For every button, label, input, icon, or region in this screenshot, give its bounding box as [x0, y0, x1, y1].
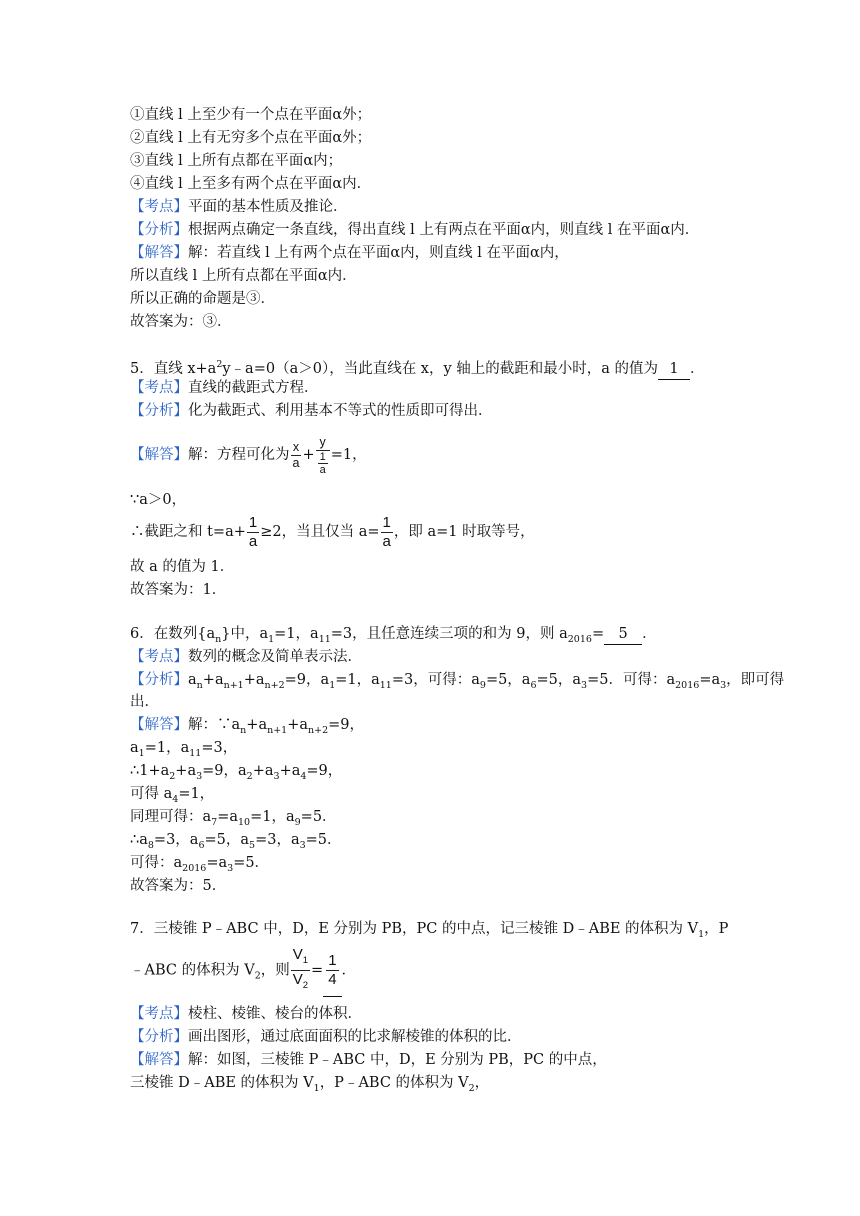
t: ． [642, 626, 657, 642]
q5-stem-end: ． [690, 360, 705, 377]
s: 11 [189, 747, 202, 759]
t: ，则 [260, 962, 290, 979]
q5-fenxi [130, 401, 493, 421]
s: 11 [379, 679, 392, 691]
t: 三棱锥 D﹣ABE 的体积为 V [130, 1075, 314, 1091]
fraction-1-over-a [381, 514, 393, 551]
q6-line-3 [130, 761, 342, 787]
frac-den: a [319, 463, 326, 476]
q4-kaodian [130, 197, 348, 217]
t: a [130, 740, 139, 756]
s: 2 [169, 770, 176, 782]
q5-solution-line-5: 故答案为：1． [130, 582, 227, 598]
frac-den [316, 451, 330, 476]
q7-stem [130, 919, 728, 945]
q5-jieda-b: =1， [330, 447, 367, 463]
frac-num: y [316, 435, 330, 451]
fenxi-tag: 【分析】 [130, 1029, 188, 1045]
t: =9， [328, 717, 365, 733]
jieda-tag: 【解答】 [130, 717, 188, 733]
t: 解：∵a [188, 717, 241, 733]
t: a [214, 672, 224, 688]
fenxi-tag: 【分析】 [130, 222, 188, 238]
s: 2 [246, 770, 253, 782]
q4-jieda [130, 243, 569, 263]
s: n [215, 633, 222, 645]
t: ． [341, 962, 357, 979]
s: 5 [249, 839, 256, 851]
s: 3 [720, 679, 727, 691]
t: = [591, 626, 605, 642]
q6-line-8: 故答案为：5． [130, 878, 227, 894]
fraction-x-over-a [291, 440, 302, 471]
q4-solution-line-2: 所以直线 l 上所有点都在平面α内． [130, 268, 357, 284]
q4-option-2: ②直线 l 上有无穷多个点在平面α外； [130, 130, 372, 146]
kaodian-text: 直线的截距式方程． [188, 380, 319, 396]
q7-answer-blank [323, 948, 341, 997]
s: 2016 [567, 633, 592, 645]
s: 1 [268, 633, 275, 645]
t: =9，a [284, 672, 330, 688]
s: 1 [313, 1082, 320, 1094]
s: 8 [147, 839, 154, 851]
kaodian-tag: 【考点】 [130, 380, 188, 396]
frac-den: a [248, 532, 258, 550]
q4-option-1: ①直线 l 上至少有一个点在平面α外； [130, 107, 372, 123]
s: 4 [300, 770, 307, 782]
kaodian-tag: 【考点】 [130, 1006, 188, 1022]
t: ∴1+a [130, 763, 170, 779]
q5-stem [130, 355, 705, 380]
q5-solution-line-4: 故 a 的值为 1． [130, 559, 235, 575]
q5-l3-b: ≥2，当且仅当 a= [260, 524, 380, 540]
q7-kaodian [130, 1004, 362, 1024]
t: }中，a [221, 626, 269, 642]
frac-den: a [382, 532, 391, 550]
fraction-1-over-4 [326, 952, 338, 989]
t: 可得：a [130, 855, 183, 871]
kaodian-text: 棱柱、棱锥、棱台的体积． [188, 1006, 362, 1022]
s: 2016 [675, 679, 700, 691]
s: 4 [172, 793, 179, 805]
t: ﹣ABC 的体积为 V [130, 962, 255, 979]
q6-answer-blank: 5 [604, 624, 642, 645]
t: =9，a [202, 763, 247, 779]
q6-line-2 [130, 738, 237, 764]
s: 1 [329, 679, 336, 691]
q4-solution-line-4: 故答案为：③． [130, 314, 232, 330]
t: =3，a [255, 832, 300, 848]
t: ， [474, 1075, 490, 1091]
kaodian-text: 数列的概念及简单表示法． [188, 649, 362, 665]
t: =a [206, 855, 228, 871]
q6-stem [130, 624, 657, 650]
t: =1，a [250, 809, 295, 825]
t: =1，a [274, 626, 319, 642]
q5-jieda-a: 解：方程可化为 [188, 447, 290, 463]
t: =3，可得：a [391, 672, 480, 688]
s: 1 [698, 928, 705, 940]
q6-line-6 [130, 830, 342, 856]
t: =a [699, 672, 721, 688]
t: =5，a [536, 672, 582, 688]
t: =5． [305, 832, 342, 848]
q5-solution-line-2: ∵a＞0， [130, 492, 187, 508]
frac-den: a [292, 455, 300, 470]
q7-fenxi [130, 1027, 522, 1047]
s: n [240, 724, 247, 736]
s: n+1 [223, 679, 244, 691]
fraction-v1-over-v2 [291, 946, 310, 995]
fenxi-text: 根据两点确定一条直线，得出直线 l 上有两点在平面α内，则直线 l 在平面α内． [188, 222, 700, 238]
frac-num: 1 [248, 513, 258, 531]
q6-line-7 [130, 853, 269, 879]
s: 10 [238, 816, 251, 828]
t: a [255, 672, 265, 688]
t: = [311, 962, 324, 979]
t: ，P [704, 921, 729, 937]
nested-fraction [318, 451, 328, 476]
s: 6 [530, 679, 537, 691]
q6-fenxi-wrap: 出． [130, 694, 159, 710]
frac-den: $V_2$ [292, 971, 309, 991]
t: =9， [306, 763, 343, 779]
jieda-tag: 【解答】 [130, 245, 188, 261]
q6-line-4 [130, 784, 214, 810]
fenxi-tag: 【分析】 [130, 403, 188, 419]
q7-solution-line-2 [130, 1073, 489, 1099]
t: 7．三棱锥 P﹣ABC 中，D，E 分别为 PB，PC 的中点，记三棱锥 D﹣ABE 的体积为 V [130, 921, 699, 937]
q5-l3-c: ，即 a=1 时取等号， [393, 524, 535, 540]
fenxi-tag: 【分析】 [130, 672, 188, 688]
jieda-text: 解：如图，三棱锥 P﹣ABC 中，D，E 分别为 PB，PC 的中点， [188, 1052, 607, 1068]
q4-option-4: ④直线 l 上至多有两个点在平面α内． [130, 176, 372, 192]
s: 1 [138, 747, 145, 759]
t: =5，a [204, 832, 250, 848]
t: =1，a [335, 672, 380, 688]
q5-jieda [130, 428, 367, 482]
t: =5，a [485, 672, 531, 688]
t: a [188, 672, 197, 688]
t: =3，且任意连续三项的和为 9，则 a [330, 626, 568, 642]
q6-line-5 [130, 807, 337, 833]
q5-l3-a: ∴截距之和 t=a+ [130, 524, 246, 540]
s: 7 [211, 816, 218, 828]
q6-fenxi: 【分析】$a_n+a_{n+1}+a_{n+2}=9$，$a_1=1$，$a_{11}=3$，可得：$a_9=5$，$a_6=5$，$a_3=5$．可得：$a_{2016}=a_3$，即可得 [130, 672, 785, 691]
t: 同理可得：a [130, 809, 212, 825]
t: =3， [201, 740, 238, 756]
t: ∴a [130, 832, 148, 848]
s: 2 [254, 970, 261, 982]
t: ，P﹣ABC 的体积为 V [319, 1075, 469, 1091]
jieda-tag: 【解答】 [130, 1052, 188, 1068]
q6-kaodian [130, 647, 362, 667]
s: 3 [581, 679, 588, 691]
fenxi-text: 化为截距式、利用基本不等式的性质即可得出． [188, 403, 493, 419]
kaodian-tag: 【考点】 [130, 199, 188, 215]
fenxi-text: 画出图形，通过底面面积的比求解棱锥的体积的比． [188, 1029, 522, 1045]
t: =5．可得：a [587, 672, 676, 688]
frac-den: 4 [328, 971, 337, 988]
frac-num: 1 [319, 450, 326, 463]
s: 9 [479, 679, 486, 691]
jieda-text: 解：若直线 l 上有两个点在平面α内，则直线 l 在平面α内， [188, 245, 569, 261]
s: 3 [273, 770, 280, 782]
s: 11 [318, 633, 331, 645]
q7-jieda [130, 1050, 607, 1070]
frac-num: $V_1$ [291, 946, 310, 971]
q5-stem-b: y﹣a=0（a＞0），当此直线在 x，y 轴上的截距和最小时，a 的值为 [222, 360, 659, 377]
t: =3，a [153, 832, 199, 848]
q7-stem-line-2 [130, 946, 356, 999]
q4-solution-line-3: 所以正确的命题是③． [130, 291, 275, 307]
plus-sign: + [302, 447, 315, 463]
kaodian-tag: 【考点】 [130, 649, 188, 665]
t: 可得 a [130, 786, 173, 802]
s: n+2 [264, 679, 285, 691]
t: =1，a [144, 740, 190, 756]
jieda-tag: 【解答】 [130, 447, 188, 463]
t: ，即可得 [726, 672, 785, 688]
t: 6．在数列{a [130, 626, 216, 642]
t: +a [175, 763, 197, 779]
t: a [258, 717, 268, 733]
t: =a [217, 809, 238, 825]
frac-num: 1 [328, 952, 337, 969]
s: 2016 [182, 862, 207, 874]
t: a [299, 717, 309, 733]
q5-solution-line-3 [130, 512, 535, 552]
q6-jieda: 【解答】解：$\because a_n+a_{n+1}+a_{n+2}=9$， [130, 717, 365, 736]
t: +a [279, 763, 301, 779]
frac-num: 1 [382, 513, 391, 531]
fraction-1-over-a [247, 514, 259, 551]
s: 3 [196, 770, 203, 782]
s: 3 [227, 862, 234, 874]
kaodian-text: 平面的基本性质及推论． [188, 199, 348, 215]
s: n [196, 679, 203, 691]
t: =1， [178, 786, 215, 802]
frac-num: x [291, 440, 302, 456]
s: n+1 [267, 724, 288, 736]
s: 2 [468, 1082, 475, 1094]
q5-answer-blank: 1 [658, 359, 690, 380]
s: 3 [299, 839, 306, 851]
s: 6 [198, 839, 205, 851]
t: +a [252, 763, 274, 779]
q4-option-3: ③直线 l 上所有点都在平面α内； [130, 153, 343, 169]
t: =5． [233, 855, 270, 871]
s: n+2 [308, 724, 329, 736]
q5-stem-a: 5．直线 x+a [130, 360, 217, 377]
q4-fenxi [130, 220, 699, 240]
t: =5． [300, 809, 337, 825]
q5-sup: 2 [216, 359, 223, 370]
s: 9 [294, 816, 301, 828]
fraction-y-over-1a [316, 435, 330, 476]
q5-kaodian [130, 378, 319, 398]
